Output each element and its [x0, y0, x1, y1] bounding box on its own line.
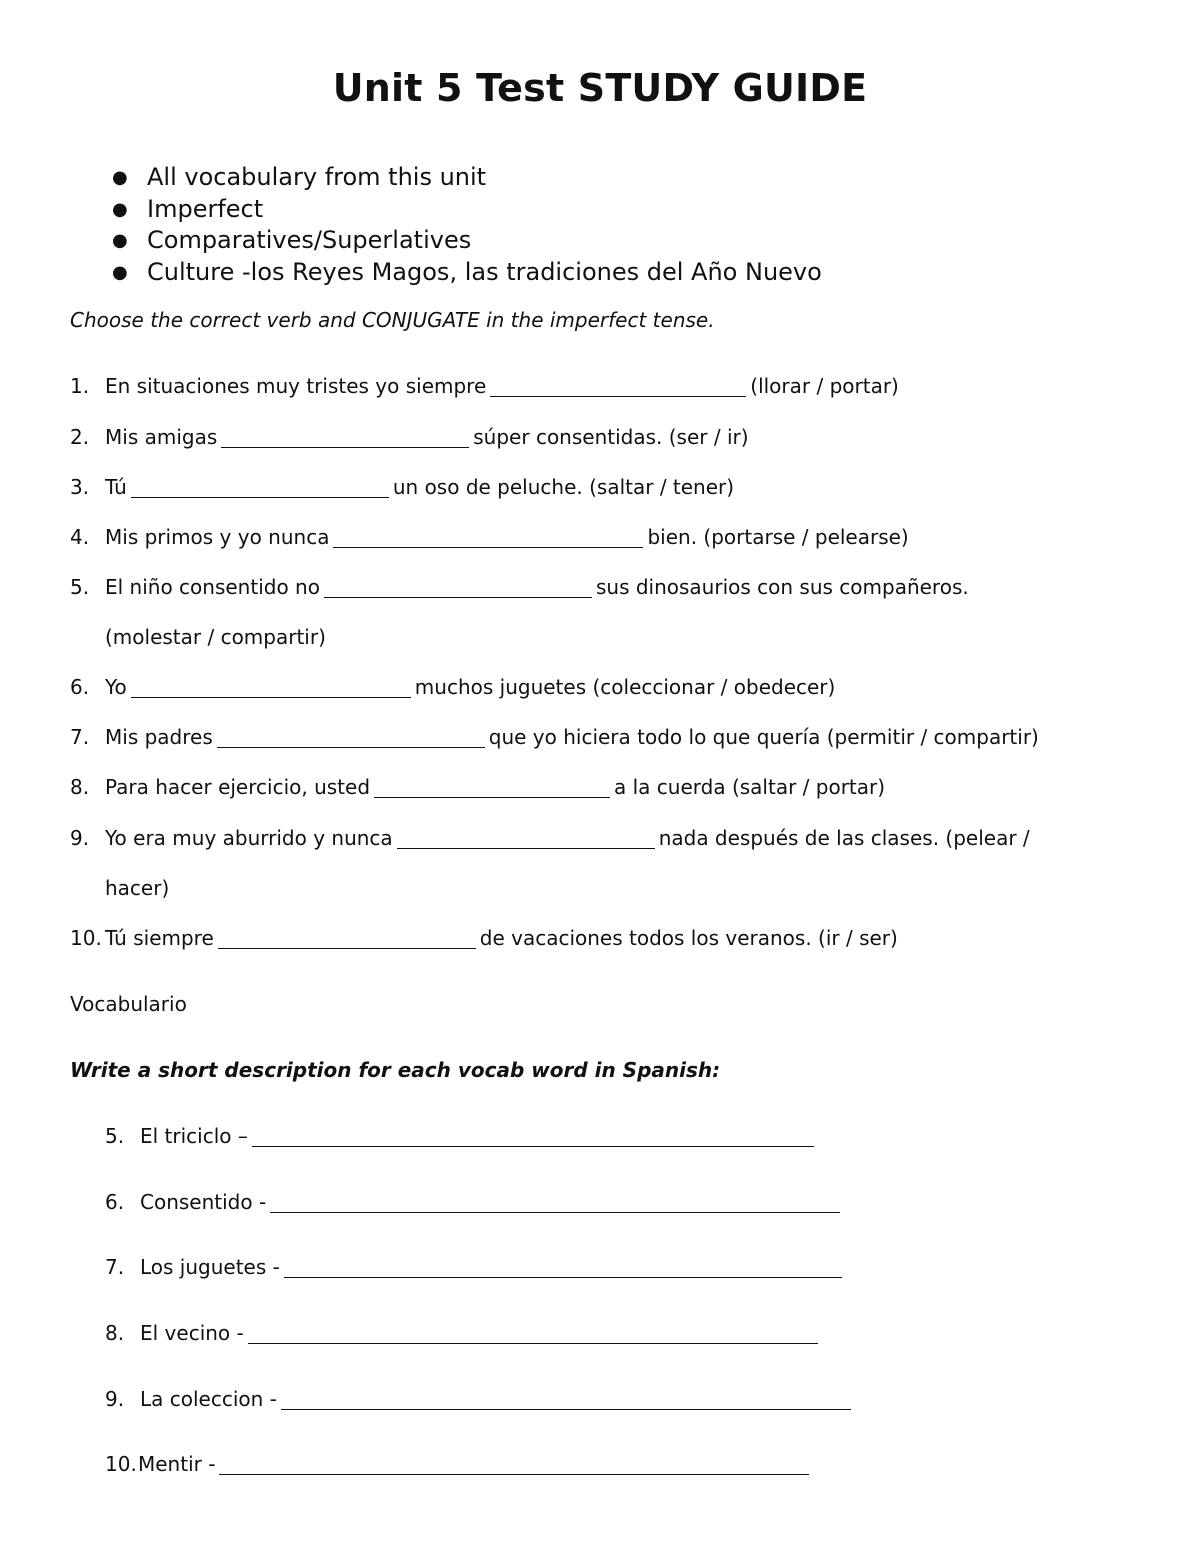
question-line [105, 372, 899, 400]
vocab-word: El vecino - [140, 1321, 244, 1345]
vocab-instruction: Write a short description for each vocab word in Spanish: [70, 1058, 721, 1082]
question-text-before: Yo [105, 675, 127, 699]
answer-blank[interactable] [397, 826, 655, 849]
vocab-word: Los juguetes - [140, 1255, 280, 1279]
topic-text: Culture -los Reyes Magos, las tradiciones del Año Nuevo [147, 258, 822, 287]
question-text-after: un oso de peluche. (saltar / tener) [392, 475, 735, 499]
vocab-word: El triciclo – [140, 1124, 248, 1148]
question-text-before: Mis primos y yo nunca [105, 525, 330, 549]
question-text-after: que yo hiciera todo lo que quería (permitir / compartir) [488, 725, 1039, 749]
question-line [105, 924, 898, 952]
page-title: Unit 5 Test STUDY GUIDE [332, 66, 868, 110]
vocab-answer-blank[interactable] [270, 1190, 840, 1213]
question-text-before: Mis padres [105, 725, 213, 749]
question-5-continuation: (molestar / compartir) [105, 625, 326, 649]
vocab-number: 6. [105, 1190, 125, 1214]
answer-blank[interactable] [218, 926, 476, 949]
question-text-before: En situaciones muy tristes yo siempre [105, 374, 487, 398]
question-text-before: Para hacer ejercicio, usted [105, 775, 371, 799]
answer-blank[interactable] [490, 374, 746, 397]
answer-blank[interactable] [131, 675, 411, 698]
vocab-number: 8. [105, 1321, 125, 1345]
conjugation-instruction: Choose the correct verb and CONJUGATE in the imperfect tense. [70, 308, 715, 332]
question-line [105, 824, 1030, 852]
question-text-after: sus dinosaurios con sus compañeros. [595, 575, 969, 599]
vocab-word: Mentir - [138, 1452, 216, 1476]
question-number: 5. [70, 575, 90, 599]
answer-blank[interactable] [374, 775, 610, 798]
question-text-after: súper consentidas. (ser / ir) [473, 425, 749, 449]
question-text-before: Yo era muy aburrido y nunca [105, 826, 393, 850]
question-text-after: bien. (portarse / pelearse) [647, 525, 909, 549]
vocab-line [140, 1122, 818, 1150]
question-text-before: El niño consentido no [105, 575, 320, 599]
question-line [105, 523, 909, 551]
vocab-line [140, 1319, 822, 1347]
question-number: 1. [70, 374, 90, 398]
question-number: 9. [70, 826, 90, 850]
vocab-word: Consentido - [140, 1190, 267, 1214]
question-number: 6. [70, 675, 90, 699]
vocab-line [140, 1385, 855, 1413]
vocab-line [140, 1188, 844, 1216]
topic-text: All vocabulary from this unit [147, 163, 487, 191]
question-number: 8. [70, 775, 90, 799]
vocab-line [138, 1450, 813, 1478]
topic-text: Comparatives/Superlatives [147, 226, 472, 255]
question-text-after: muchos juguetes (coleccionar / obedecer) [414, 675, 836, 699]
question-text-after: a la cuerda (saltar / portar) [614, 775, 886, 799]
vocab-answer-blank[interactable] [284, 1255, 842, 1278]
question-number: 2. [70, 425, 90, 449]
question-9-continuation: hacer) [105, 876, 170, 900]
vocabulario-heading: Vocabulario [70, 992, 187, 1016]
vocab-number: 9. [105, 1387, 125, 1411]
vocab-number: 7. [105, 1255, 125, 1279]
vocab-number: 10. [105, 1452, 137, 1476]
question-text-before: Tú [105, 475, 127, 499]
bullet-icon: ● [112, 167, 128, 188]
question-text-after: nada después de las clases. (pelear / [658, 826, 1030, 850]
vocab-answer-blank[interactable] [248, 1321, 818, 1344]
topic-text: Imperfect [147, 194, 264, 223]
vocab-word: La coleccion - [140, 1387, 277, 1411]
question-number: 3. [70, 475, 90, 499]
question-number: 10. [70, 926, 102, 950]
vocab-line [140, 1253, 846, 1281]
answer-blank[interactable] [131, 475, 389, 498]
question-number: 4. [70, 525, 90, 549]
answer-blank[interactable] [221, 425, 469, 448]
question-line [105, 673, 835, 701]
vocab-answer-blank[interactable] [219, 1452, 809, 1475]
bullet-icon: ● [112, 262, 128, 284]
answer-blank[interactable] [333, 525, 643, 548]
question-text-after: de vacaciones todos los veranos. (ir / ser) [479, 926, 898, 950]
question-text-before: Mis amigas [105, 425, 218, 449]
bullet-icon: ● [112, 230, 128, 252]
answer-blank[interactable] [217, 725, 485, 748]
answer-blank[interactable] [324, 575, 592, 598]
question-number: 7. [70, 725, 90, 749]
question-text-before: Tú siempre [105, 926, 214, 950]
question-text-after: (llorar / portar) [750, 374, 899, 398]
question-line [105, 423, 749, 451]
vocab-answer-blank[interactable] [252, 1124, 814, 1147]
vocab-answer-blank[interactable] [281, 1387, 851, 1410]
question-line [105, 723, 1039, 751]
question-line [105, 773, 885, 801]
bullet-icon: ● [112, 198, 128, 220]
question-line [105, 473, 734, 501]
question-line [105, 573, 969, 601]
vocab-number: 5. [105, 1124, 125, 1148]
